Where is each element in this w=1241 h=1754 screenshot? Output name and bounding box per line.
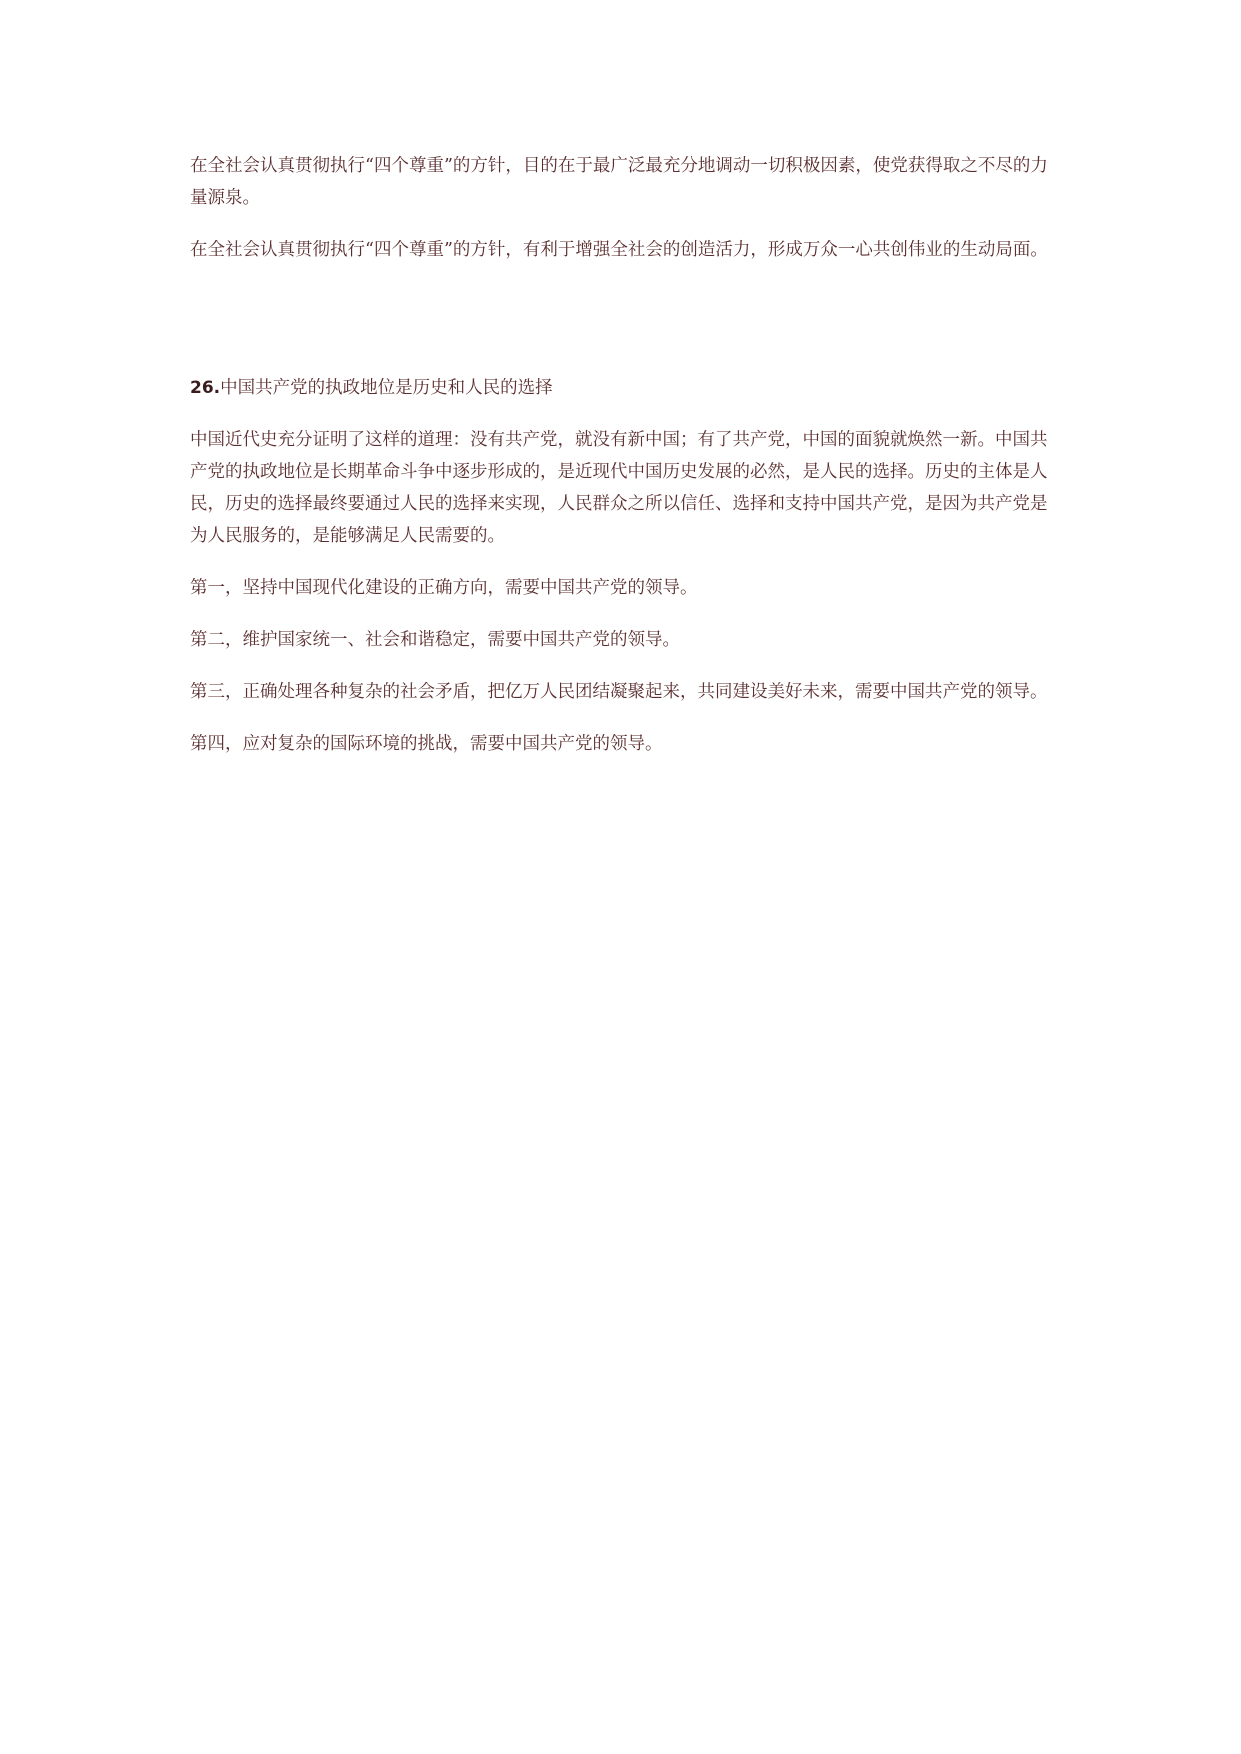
section-title: 中国共产党的执政地位是历史和人民的选择 xyxy=(220,378,553,398)
paragraph-point-first: 第一，坚持中国现代化建设的正确方向，需要中国共产党的领导。 xyxy=(190,578,698,598)
paragraph-point-fourth: 第四，应对复杂的国际环境的挑战，需要中国共产党的领导。 xyxy=(190,734,663,754)
paragraph-point-second: 第二，维护国家统一、社会和谐稳定，需要中国共产党的领导。 xyxy=(190,630,680,650)
section-heading xyxy=(190,372,1060,404)
paragraph-four-respects-benefit: 在全社会认真贯彻执行“四个尊重”的方针，有利于增强全社会的创造活力，形成万众一心共创伟业的生动局面。 xyxy=(190,240,1048,260)
paragraph-point-third: 第三，正确处理各种复杂的社会矛盾，把亿万人民团结凝聚起来，共同建设美好未来，需要中国共产党的领导。 xyxy=(190,682,1048,702)
paragraph-history-choice: 中国近代史充分证明了这样的道理：没有共产党，就没有新中国；有了共产党，中国的面貌就焕然一新。中国共产党的执政地位是长期革命斗争中逐步形成的，是近现代中国历史发展的必然，是人民的选择。历史的主体是人民，历史的选择最终要通过人民的选择来实现，人民群众之所以信任、选择和支持中国共产党，是因为共产党是为人民服务的，是能够满足人民需要的。 xyxy=(190,430,1048,546)
paragraph-four-respects-purpose: 在全社会认真贯彻执行“四个尊重”的方针，目的在于最广泛最充分地调动一切积极因素，使党获得取之不尽的力量源泉。 xyxy=(190,156,1048,208)
document-body xyxy=(190,150,1060,760)
section-number: 26. xyxy=(190,378,221,398)
